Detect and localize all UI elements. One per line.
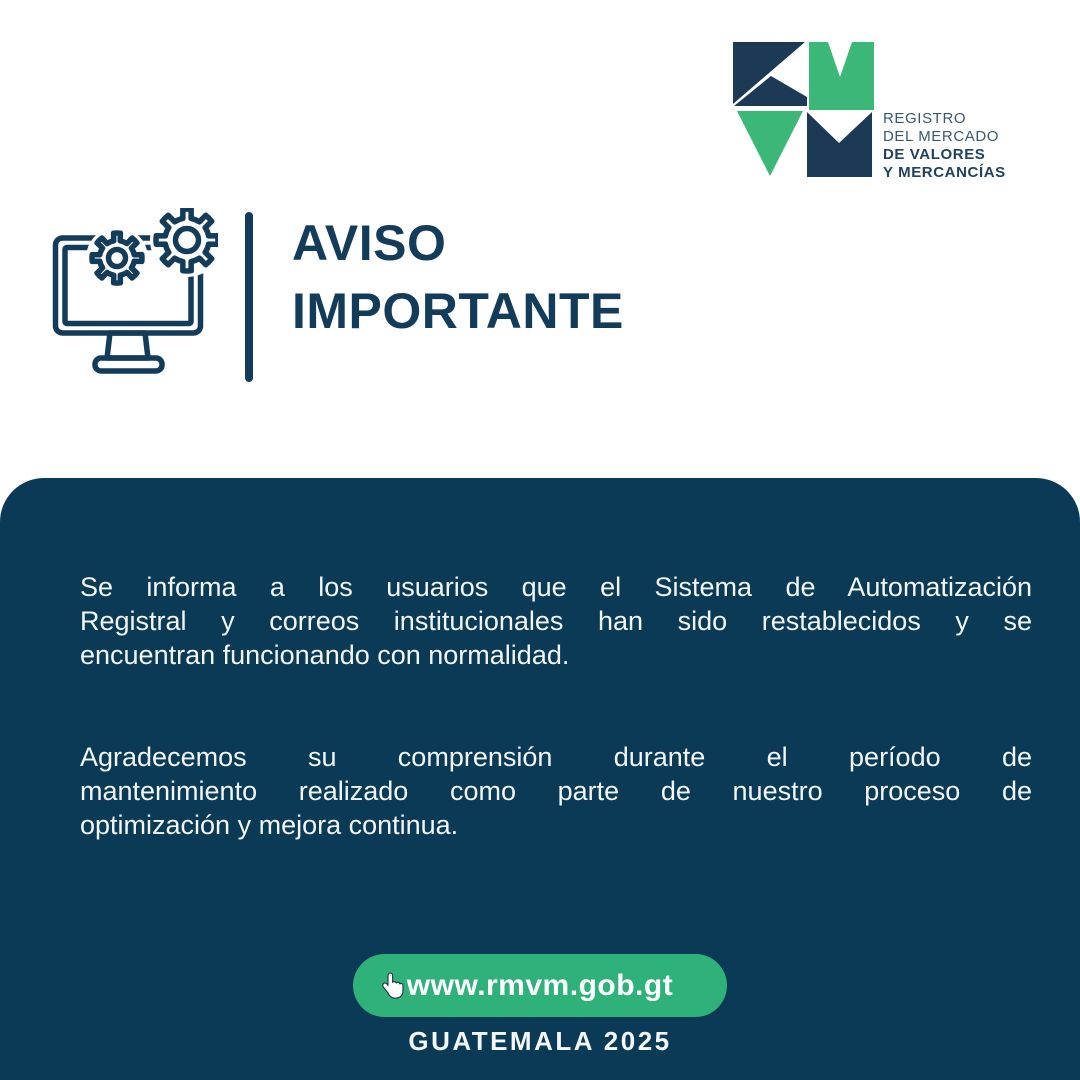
notice-line: Agradecemos su comprensión durante el período de — [80, 742, 1032, 772]
monitor-base — [95, 358, 162, 371]
brand-line: Y MERCANCÍAS — [883, 164, 1006, 181]
mark-green-m — [809, 42, 874, 110]
page-title — [292, 209, 624, 345]
brand-line: REGISTRO — [883, 110, 967, 127]
brand-line: DEL MERCADO — [883, 128, 1000, 145]
title-divider — [245, 212, 253, 382]
brand-name — [883, 110, 1006, 182]
website-url: www.rmvm.gob.gt — [406, 968, 674, 1002]
gear-large-hub — [176, 229, 199, 252]
notice-paragraph-2 — [80, 740, 1032, 842]
gear-small-hub — [109, 250, 126, 267]
notice-panel — [0, 478, 1080, 1080]
monitor-stand — [107, 333, 148, 358]
notice-line: encuentran funcionando con normalidad. — [80, 640, 570, 670]
notice-line: Registral y correos institucionales han sido restablecidos y se — [80, 606, 1032, 636]
rmvm-logo-mark-icon — [733, 42, 874, 178]
hand-cursor-icon — [375, 968, 411, 1004]
page-title-line: IMPORTANTE — [292, 283, 624, 339]
brand-line: DE VALORES — [883, 146, 986, 163]
website-button[interactable] — [353, 954, 727, 1017]
header — [52, 205, 624, 382]
notice-paragraph-1 — [80, 478, 1032, 672]
notice-line: optimización y mejora continua. — [80, 810, 459, 840]
notice-line: Se informa a los usuarios que el Sistema de Automatización — [80, 572, 1032, 602]
brand-logo — [733, 42, 1006, 181]
monitor-gears-icon — [52, 208, 218, 374]
mark-green-v — [737, 111, 803, 176]
notice-line: mantenimiento realizado como parte de nuestro proceso de — [80, 776, 1032, 806]
footer-year: GUATEMALA 2025 — [408, 1026, 672, 1056]
mark-navy-m — [807, 112, 872, 177]
page-title-line: AVISO — [292, 215, 447, 271]
